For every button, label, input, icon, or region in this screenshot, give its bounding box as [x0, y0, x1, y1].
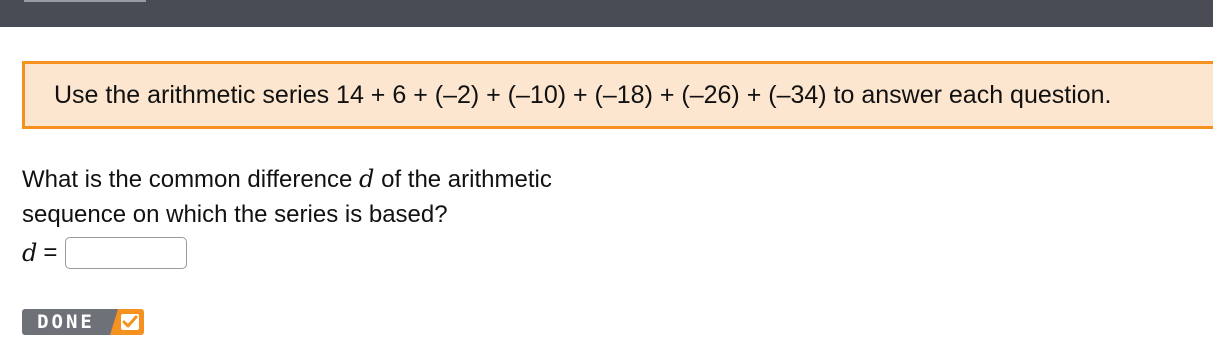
answer-input[interactable] — [65, 237, 187, 269]
prompt-text: Use the arithmetic series 14 + 6 + (–2) + (–10) + (–18) + (–26) + (–34) to answer each question. — [54, 81, 1112, 109]
top-bar-tab-indicator — [24, 0, 146, 2]
question-text-after: of the arithmetic sequence on which the series is based? — [22, 166, 552, 228]
question-variable: d — [359, 165, 375, 193]
checkmark-icon — [110, 309, 144, 335]
prompt-box — [22, 61, 1213, 129]
answer-variable-label: d — [22, 239, 38, 267]
answer-equals-sign: = — [43, 239, 58, 266]
done-button-label: DONE — [22, 309, 110, 335]
question-text — [22, 162, 662, 232]
top-bar — [0, 0, 1213, 27]
done-button[interactable] — [22, 309, 144, 335]
answer-row — [22, 236, 187, 270]
question-text-before: What is the common difference — [22, 166, 360, 193]
